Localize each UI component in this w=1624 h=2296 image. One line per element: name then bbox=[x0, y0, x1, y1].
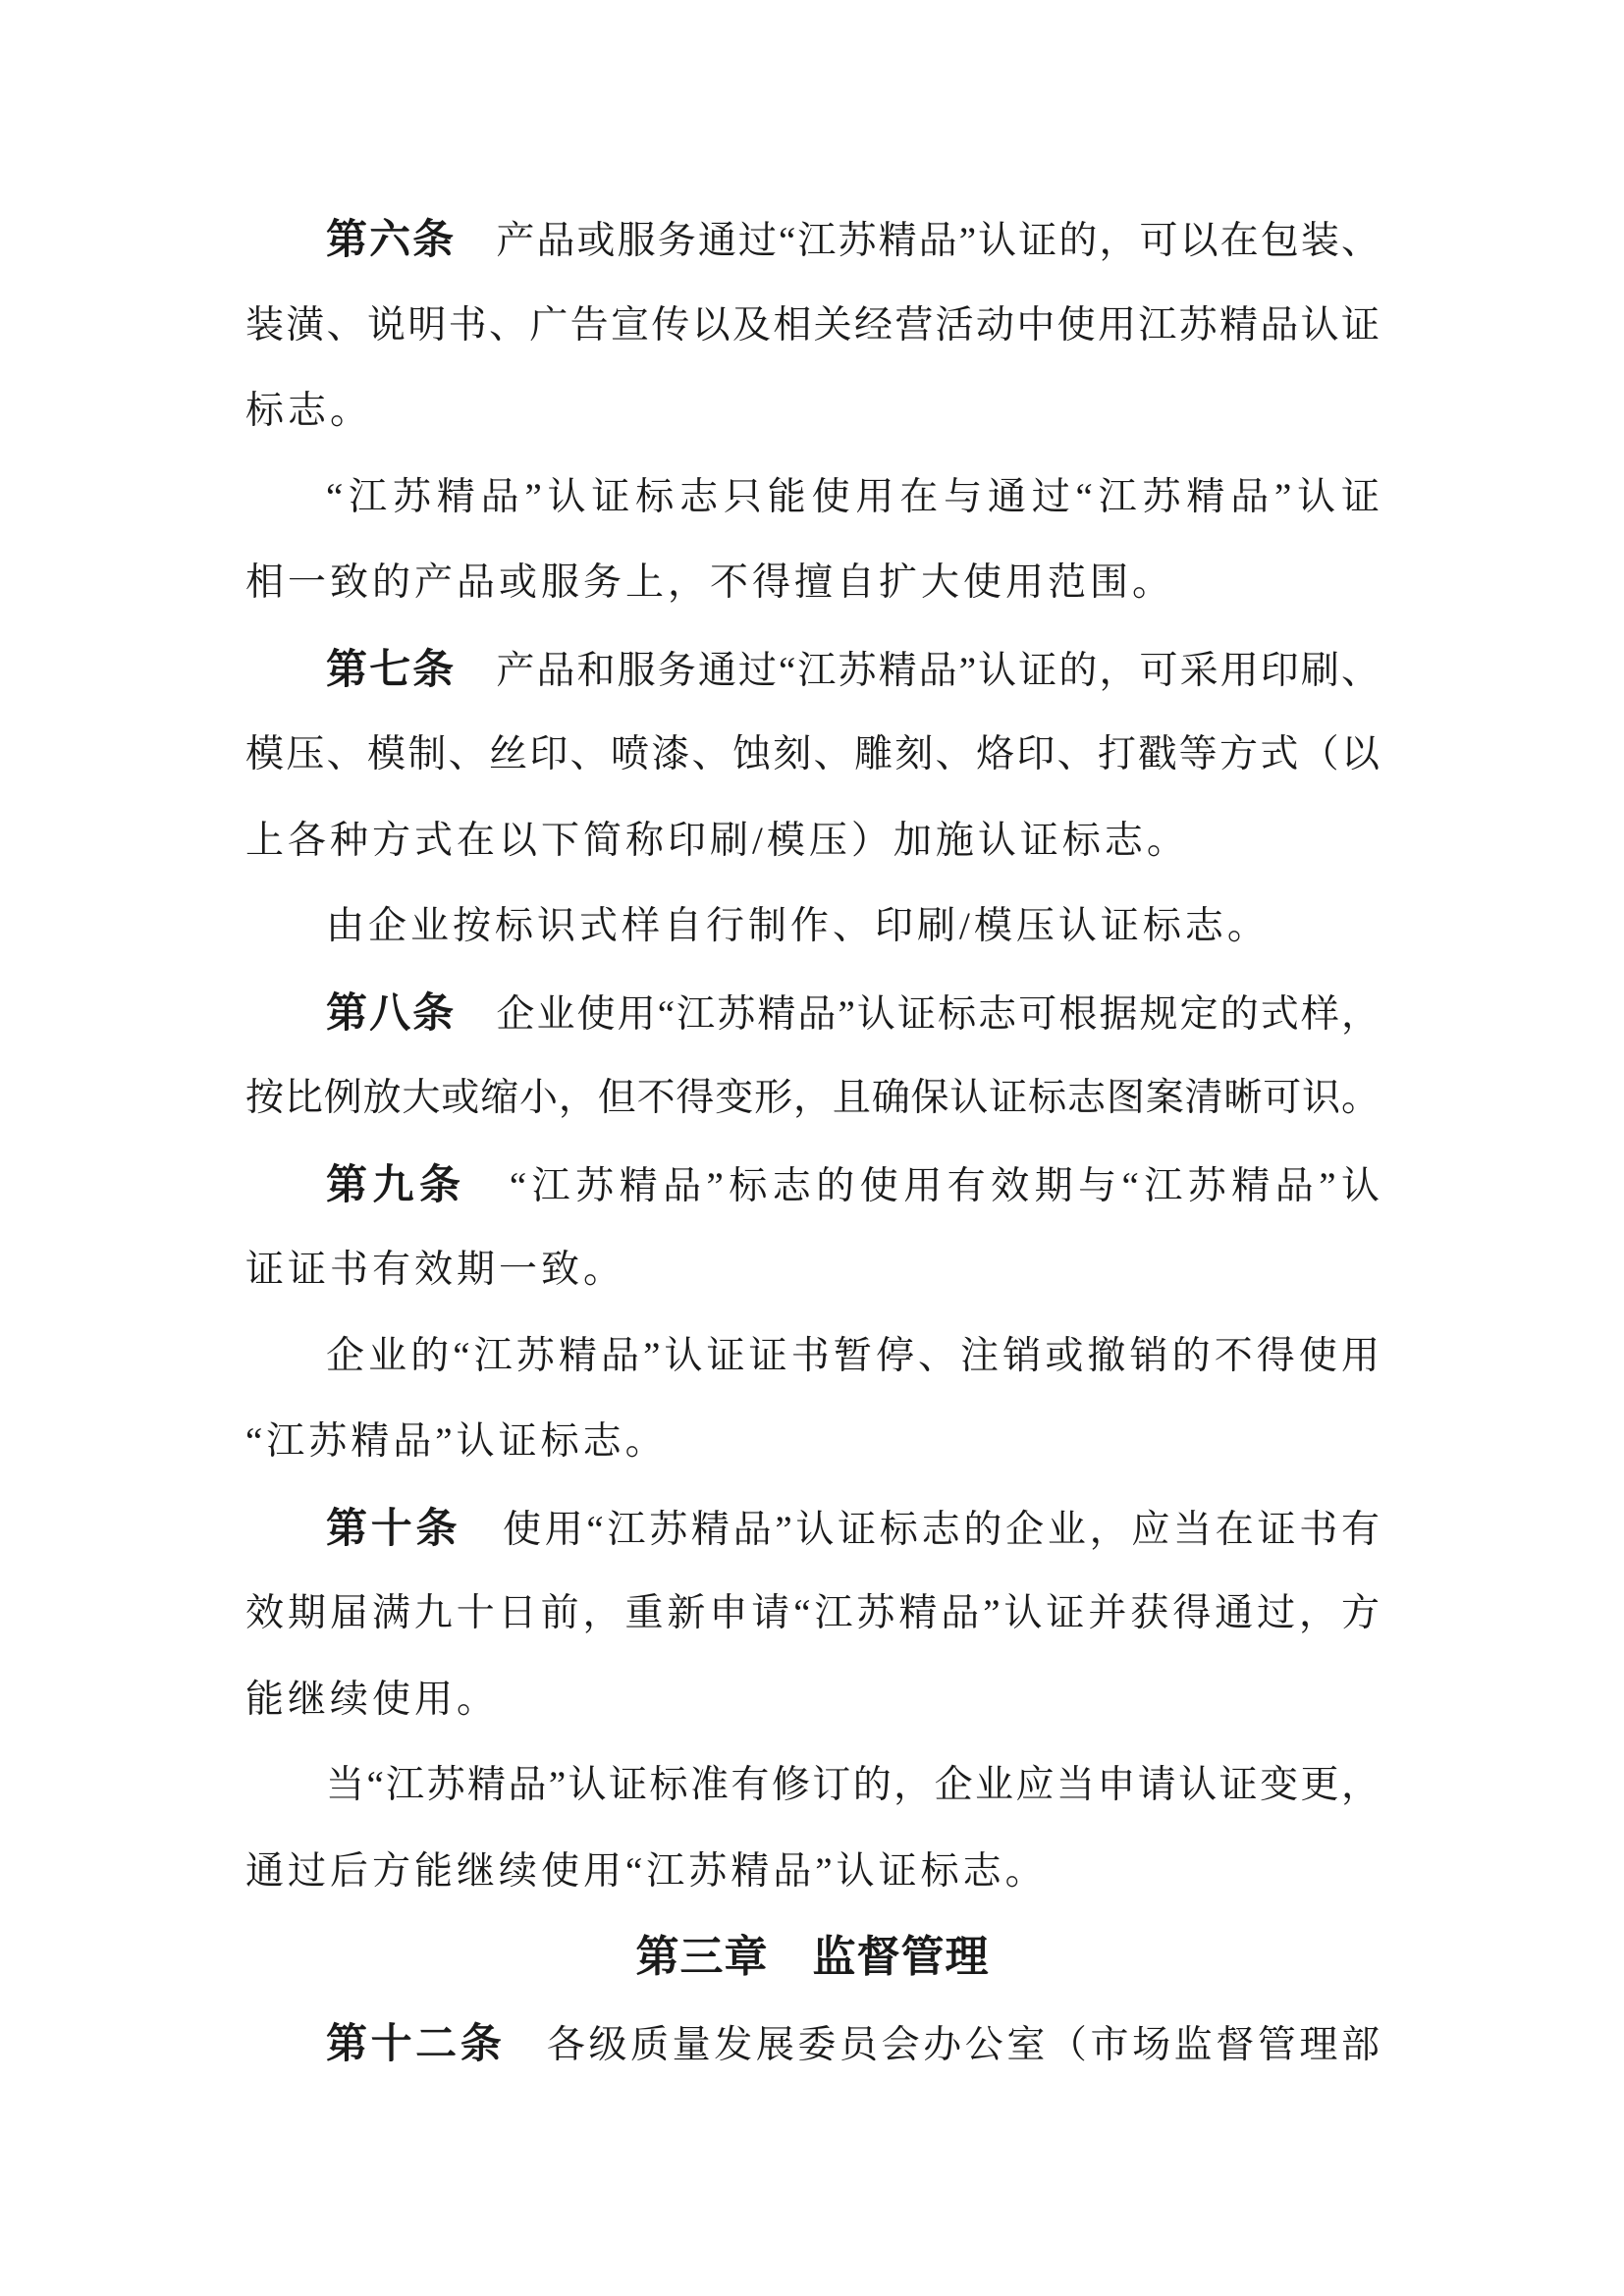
document-line bbox=[245, 283, 1380, 369]
article-number: 第八条 bbox=[326, 988, 457, 1036]
line-text: 证证书有效期一致。 bbox=[245, 1249, 626, 1291]
article-number: 第十条 bbox=[326, 1504, 461, 1551]
document-line bbox=[245, 1227, 1380, 1313]
line-text: 上各种方式在以下简称印刷/模压）加施认证标志。 bbox=[245, 819, 1189, 862]
article-number: 第六条 bbox=[326, 216, 457, 262]
line-text: 效期届满九十日前，重新申请“江苏精品”认证并获得通过，方 bbox=[245, 1592, 1380, 1634]
chapter-heading-text: 第三章 监督管理 bbox=[635, 1933, 990, 1981]
line-text: 模压、模制、丝印、喷漆、蚀刻、雕刻、烙印、打戳等方式（以 bbox=[245, 733, 1380, 775]
line-text: 当“江苏精品”认证标准有修订的，企业应当申请认证变更， bbox=[326, 1764, 1380, 1806]
line-text: 装潢、说明书、广告宣传以及相关经营活动中使用江苏精品认证 bbox=[245, 303, 1380, 347]
document-line bbox=[245, 1485, 1380, 1572]
line-text: 相一致的产品或服务上，不得擅自扩大使用范围。 bbox=[245, 561, 1175, 604]
line-text: 标志。 bbox=[245, 390, 373, 432]
line-text: “江苏精品”认证标志。 bbox=[245, 1420, 668, 1463]
document-line bbox=[245, 1142, 1380, 1228]
document-line bbox=[245, 196, 1380, 283]
article-number: 第十二条 bbox=[326, 2019, 506, 2066]
document-line bbox=[245, 1313, 1380, 1400]
document-line bbox=[245, 540, 1380, 626]
line-text: 通过后方能继续使用“江苏精品”认证标志。 bbox=[245, 1849, 1048, 1893]
line-text: 按比例放大或缩小，但不得变形，且确保认证标志图案清晰可识。 bbox=[245, 1077, 1380, 1119]
document-line bbox=[245, 1055, 1380, 1142]
document-line bbox=[245, 2001, 1380, 2087]
line-text: “江苏精品”认证标志只能使用在与通过“江苏精品”认证 bbox=[326, 475, 1380, 518]
line-text: 企业的“江苏精品”认证证书暂停、注销或撤销的不得使用 bbox=[326, 1334, 1380, 1377]
document-body bbox=[245, 196, 1380, 2086]
document-line bbox=[245, 626, 1380, 713]
document-line bbox=[245, 883, 1380, 970]
document-line bbox=[245, 712, 1380, 798]
article-number: 第九条 bbox=[326, 1160, 466, 1207]
line-text: 使用“江苏精品”认证标志的企业，应当在证书有 bbox=[460, 1508, 1380, 1551]
document-line bbox=[245, 1399, 1380, 1485]
document-line bbox=[245, 970, 1380, 1056]
document-line bbox=[245, 1571, 1380, 1657]
line-text: “江苏精品”标志的使用有效期与“江苏精品”认 bbox=[465, 1164, 1380, 1207]
document-line bbox=[245, 1829, 1380, 1915]
chapter-heading bbox=[245, 1914, 1380, 2001]
line-text: 企业使用“江苏精品”认证标志可根据规定的式样， bbox=[456, 992, 1380, 1036]
line-text: 能继续使用。 bbox=[245, 1678, 500, 1721]
document-line bbox=[245, 1657, 1380, 1743]
document-line bbox=[245, 798, 1380, 884]
line-text: 由企业按标识式样自行制作、印刷/模压认证标志。 bbox=[326, 905, 1270, 947]
line-text: 产品或服务通过“江苏精品”认证的，可以在包装、 bbox=[456, 220, 1380, 262]
document-line bbox=[245, 454, 1380, 541]
document-line bbox=[245, 1742, 1380, 1829]
line-text: 各级质量发展委员会办公室（市场监督管理部 bbox=[505, 2023, 1380, 2066]
article-number: 第七条 bbox=[326, 645, 457, 692]
line-text: 产品和服务通过“江苏精品”认证的，可采用印刷、 bbox=[456, 649, 1380, 692]
document-line bbox=[245, 368, 1380, 454]
